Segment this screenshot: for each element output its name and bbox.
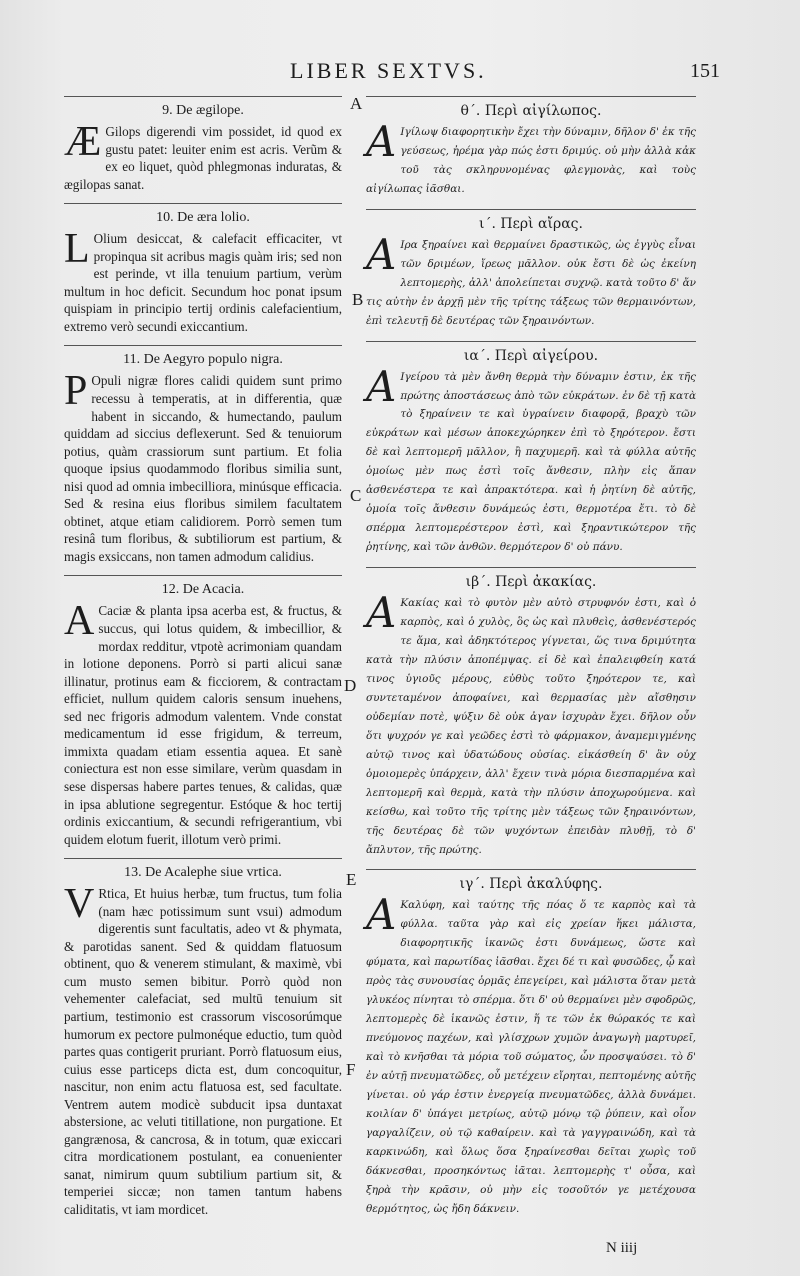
running-title: LIBER SEXTVS. [290, 58, 487, 83]
section-rule [64, 858, 342, 859]
margin-letter-e: E [346, 870, 357, 889]
margin-letter-a: A [350, 94, 363, 113]
greek-section-10 [366, 209, 696, 331]
section-title: 10. De æra lolio. [156, 210, 250, 226]
section-title: θ΄. Περὶ αἰγίλωπος. [460, 103, 602, 119]
latin-section-12 [64, 575, 342, 848]
section-rule [64, 96, 342, 97]
latin-section-11 [64, 345, 342, 565]
section-rule [366, 567, 696, 568]
latin-section-9 [64, 96, 342, 193]
margin-letter-c: C [350, 486, 362, 505]
section-rule [366, 209, 696, 210]
initial-letter: Α [366, 890, 397, 940]
section-rule [64, 345, 342, 346]
section-text: A Caciæ & planta ipsa acerba est, & fructus, & succus, qui lotus quidem, & imbecillior, & mordax redditur, vtpotè acrimoniam quandam in lotione deponens. Porrò si parti alicui sanæ illinatur, protinus eam & ficciorem, & contractam efficiet, nullum quidem caloris sensum inuehens, sed nec frigoris admodum valentem. Vnde constat medicamentum id esse frigidum, & terreum, immixta quadam etiam essentia aquea. Et sanè coniectura est non esse similare, verùm quasdam in sese dispersas habere partes tenues, & calidas, quæ in ipsa ablutione segregentur. Estóque & hoc tertij ordinis exiccantium, & secundi refrigerantium, vbi quidem elotum fuerit, illotum verò primi. [64, 598, 342, 847]
section-text: L Olium desiccat, & calefacit efficaciter, vt propinqua sit acribus magis quàm iris; sed non est perinde, vt illa tenuium partium, verùm multum in hoc deficit. Secundum hoc ponat ipsum quispiam in principio tertij ordinis calefacientium, extremo verò secundi exiccantium. [64, 226, 342, 334]
initial-letter: Α [366, 117, 397, 166]
section-title: ιβ΄. Περὶ ἀκακίας. [465, 574, 597, 591]
greek-section-12 [366, 567, 696, 859]
section-text: V Rtica, Et huius herbæ, tum fructus, tum folia (nam hæc potissimum sunt vsui) admodum digerentis sunt facultatis, adeo vt & phymata, & parotidas sanent. Sed & quiddam flatuosum obtinent, quo & venerem stimulant, & maximè, vbi cum musto semen bibitur. Porrò quòd non vehementer calefaciat, sed multū tenuium sit partium, testimonio est crassorum viscosorúmque humorum ex pectore pulmonéque eductio, tum quòd partes quas contigerit pruriant. Porrò flatuosum eius, cuius esse particeps dicta est, dum concoquitur, nascitur, non enim actu flatuosa est, sed facultate. Ventrem autem modicè subducit ipsa duntaxat abstersione, ac veluti titillatione, non purgatione. Et gangrænosa, & cancrosa, & in totum, quæ exiccari citra mordicationem postulant, ea conuenienter sanat, nimirum quum subtilium partium sit, & temperiei siccæ; non tamen tantum habens caliditatis, vt iam mordicet. [64, 881, 342, 1217]
section-title: 13. De Acalephe siue vrtica. [124, 865, 282, 881]
initial-letter: V [64, 881, 95, 928]
section-rule [366, 96, 696, 97]
section-rule [64, 203, 342, 204]
section-text: Α Ιγείρου τὰ μὲν ἄνθη θερμὰ τὴν δύναμιν ἐστιν, ἐκ τῆς πρώτης ἀποστάσεως ἀπὸ τῶν εὐκράτων. ἐν δὲ τῇ κατὰ τὸ ξηραίνειν τε καὶ ὑγραίνειν διαφορᾷ, βραχὺ τῶν εὐκράτων καὶ μέσων ἀποκεχώρηκεν ἐπὶ τὸ ξηρότερον. ἔστι δὲ καὶ λεπτομερῆ μᾶλλον, ἢ παχυμερῆ. καὶ τὰ φύλλα αὐτῆς ὁμοίως μὲν πως ἐστὶ τοῖς ἄνθεσιν, πλὴν εἰς ἅπαν ἀσθενέστερα τε καὶ ἀπρακτότερα. καὶ ἡ ῥητίνη δὲ αὐτῆς, ὁμοία τοῖς ἄνθεσιν δυνάμεώς ἐστι, θερμοτέρα ἔτι. τὸ δὲ σπέρμα λεπτομερέστερον ἐστὶ, καὶ ξηραντικώτερον τῆς ῥητίνης, καὶ τῶν ἀνθῶν. θερμότερον δ' οὐ πάνυ. [366, 361, 696, 554]
section-title: 9. De ægilope. [162, 103, 244, 118]
running-header [0, 56, 800, 86]
margin-letter-d: D [344, 676, 357, 695]
margin-letter-b: B [352, 290, 364, 309]
initial-letter: L [64, 226, 90, 273]
latin-section-10 [64, 203, 342, 335]
latin-column [64, 96, 342, 1229]
section-text: Α Ιρα ξηραίνει καὶ θερμαίνει δραστικῶς, ὡς ἐγγὺς εἶναι τῶν δριμέων, ἴρεως μᾶλλον. οὐκ ἔστι δὲ ὡς ἐκείνη λεπτομερὴς, ἀλλ' ἀπολείπεται συχνῷ. κατὰ τοῦτο δ' ἄν τις αὐτὴν ἐν ἀρχῇ μὲν τῆς τρίτης τάξεως τῶν θερμαινόντων, ἐπὶ τελευτῇ δὲ δευτέρας τῶν ξηραινόντων. [366, 229, 696, 327]
initial-letter: Α [366, 361, 397, 411]
greek-section-11 [366, 341, 696, 558]
initial-letter: Α [366, 229, 397, 279]
section-rule [366, 341, 696, 342]
signature-mark: N iiij [606, 1240, 638, 1256]
section-title: 11. De Aegyro populo nigra. [123, 352, 283, 368]
greek-section-13 [366, 869, 696, 1218]
page-number: 151 [690, 60, 720, 82]
section-title: 12. De Acacia. [161, 582, 245, 598]
section-title: ι΄. Περὶ αἴρας. [479, 215, 583, 232]
initial-letter: Α [366, 588, 397, 638]
initial-letter: A [64, 598, 95, 645]
initial-letter: Æ [64, 119, 102, 165]
section-text: Æ Gilops digerendi vim possidet, id quod ex gustu patet: leuiter enim est acris. Verũm & ex eo liquet, quòd phlegmonas induratas, & ægilopas sanat. [64, 119, 342, 192]
margin-letter-f: F [346, 1060, 356, 1079]
greek-section-9 [366, 96, 696, 199]
section-text: Α Καλύφη, καὶ ταύτης τῆς πόας ὅ τε καρπὸς καὶ τὰ φύλλα. ταῦτα γὰρ καὶ εἰς χρείαν ἥκει μάλιστα, διαφορητικῆς ἱκανῶς ἐστι δυνάμεως, ὥστε καὶ φύματα, καὶ παρωτίδας ἰᾶσθαι. ἔχει δέ τι καὶ φυσῶδες, ᾧ καὶ πρὸς τὰς συνουσίας ὁρμᾶς ἐπεγείρει, καὶ μάλιστα ὅταν μετὰ γλυκέος πίνηται τὸ σπέρμα. ὅτι δ' οὐ θερμαίνει μὲν σφοδρῶς, λεπτομερὲς δὲ ἱκανῶς ἐστιν, ἥ τε τῶν ἐκ θώρακός τε καὶ πνεύμονος παχέων, καὶ γλίσχρων χυμῶν ἀναγωγὴ μαρτυρεῖ, καὶ τὸ κνῆσθαι τὰ μόρια τοῦ σώματος, ὧν προσψαύσει. τὸ δ' ἐν αὐτῇ πνευματῶδες, οὗ μετέχειν εἴρηται, πεπτομένης αὐτῆς γίνεται. οὐ γάρ ἐστιν ἐνεργείᾳ πνευματῶδες, ἀλλὰ δυνάμει. κοιλίαν δ' ὑπάγει μετρίως, αὐτῷ μόνῳ τῷ ῥύπειν, καὶ οἷον γαργαλίζειν, οὐ τῷ καθαίρειν. καὶ τὰ γαγγραινώδη, καὶ τὰ καρκινώδη, καὶ ὅλως ὅσα ξηραίνεσθαι δεῖται χωρὶς τοῦ δάκνεσθαι, προσηκόντως ἰᾶται. λεπτομερὴς τ' οὖσα, καὶ ξηρὰ τὴν κρᾶσιν, οὐ μὴν εἰς τοσοῦτόν γε μετέχουσα θερμότητος, ὡς ἤδη δάκνειν. [366, 890, 696, 1215]
section-text: Α Κακίας καὶ τὸ φυτὸν μὲν αὐτὸ στρυφνόν ἐστι, καὶ ὁ καρπὸς, καὶ ὁ χυλὸς, ὃς ὡς καὶ πλυθεὶς, ἀσθενέστερός τε ἅμα, καὶ ἀδηκτότερος γίγνεται, ὥς τινα δριμύτητα κατὰ τὴν πλύσιν ἀποπέμψας. εἰ δὲ καὶ ἐπαλειφθείη κατά τινος ὑγιοῦς μέρους, εὐθὺς τοῦτο ξηρότερον τε, καὶ συντεταμένον ἀποφαίνει, καὶ θερμασίας μὲν αἴσθησιν οὐδεμίαν ποτὲ, ψύξιν δὲ οὐκ ἀγαν ἰσχυρὰν ἔχει. δῆλον οὖν ὅτι ψυχρόν γε καὶ γεῶδες ἐστὶ τὸ φάρμακον, ἀναμεμιγμένης αὐτῷ τινος καὶ ὑδατώδους οὐσίας. εἰκάσθείη δ' ἂν οὐχ ὁμοιομερὲς ὑπάρχειν, ἀλλ' ἔχειν τινὰ μόρια διεσπαρμένα καὶ λεπτομερῆ καὶ θερμὰ, κατὰ τὴν πλύσιν ἀποχωρούμενα. καὶ κείσθω, καὶ τοῦτο τῆς τρίτης μὲν τάξεως τῶν ξηραινόντων, τῆς δευτέρας δὲ τῶν ψυχόντων ἐπειδὰν πλυθῇ, τὸ δ' ἄπλυτον, τῆς πρώτης. [366, 588, 696, 856]
section-rule [64, 575, 342, 576]
section-text: P Opuli nigræ flores calidi quidem sunt primo recessu à temperatis, at in differentia, quæ habent in siccando, & humectando, paulum quiddam ad siccius deflexerunt. Sed & tenuiorum potius, quàm crassiorum sunt partium. Et folia quoque ipsius quodammodo floribus similia sunt, nisi quod ad omnia imbecilliora, minúsque efficacia. Sed & resina eius floribus similem facultatem obtinet, atque etiam calidiorem. Porrò semen tum resinâ tum floribus, & subtiliorum est partium, & magis exsiccans, non tamen admodum calidius. [64, 368, 342, 564]
section-text: Α Ιγίλωψ διαφορητικὴν ἔχει τὴν δύναμιν, δῆλον δ' ἐκ τῆς γεύσεως, ἠρέμα γὰρ πώς ἐστι δριμύς. οὐ μὴν ἀλλὰ κἀκ τοῦ τὰς σκληρυνομένας φλεγμονὰς, καὶ τοὺς αἰγίλωπας ἰᾶσθαι. [366, 117, 696, 195]
initial-letter: P [64, 368, 88, 415]
latin-section-13 [64, 858, 342, 1218]
section-title: ια΄. Περὶ αἰγείρου. [463, 347, 599, 364]
greek-column [366, 96, 696, 1229]
section-rule [366, 869, 696, 870]
section-title: ιγ΄. Περὶ ἀκαλύφης. [459, 876, 603, 893]
